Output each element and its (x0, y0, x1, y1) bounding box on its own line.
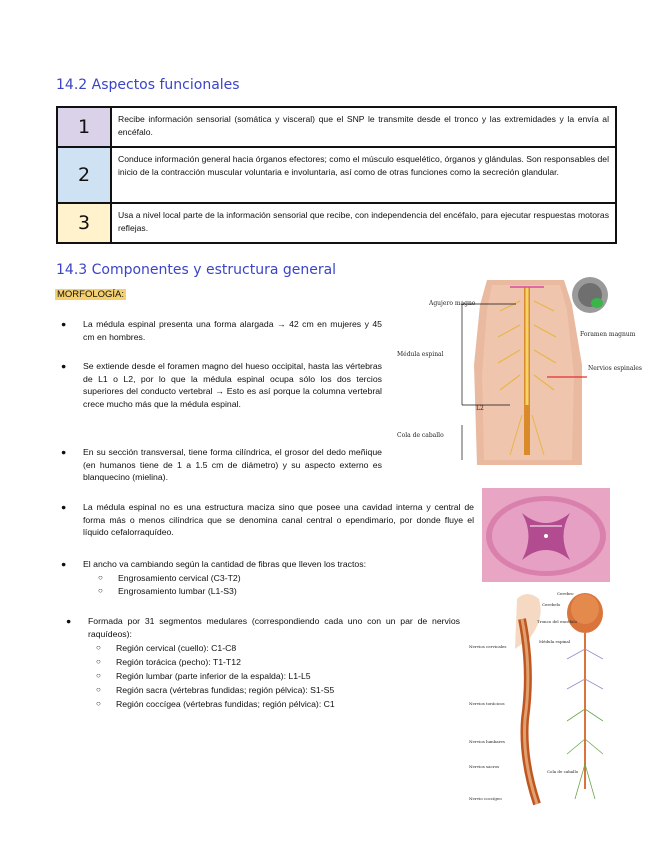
list-item: ● En su sección transversal, tiene forma cilíndrica, el grosor del dedo meñique (en humanos tiene de 1 a 1.5 cm de diámetro) y su aspecto externo es blanquecino (mielina). (61, 447, 382, 482)
label-spinal-cord: Médula espinal (397, 351, 444, 358)
label-coccygeal-nerve: Nervio coccígeo (469, 796, 502, 801)
list-item: ● El ancho va cambiando según la cantidad de fibras que lleven los tractos: (61, 559, 367, 569)
label-spinal-nerves: Nervios espinales (588, 365, 642, 372)
row-number: 2 (58, 148, 112, 202)
table-row (58, 108, 615, 148)
sub-list-item: ○ Región cervical (cuello): C1-C8 (96, 643, 237, 653)
row-text: Conduce información general hacia órganos efectores; como el músculo esquelético, órganos y glándulas. Son responsables del inicio de la contracción muscular voluntaria e involuntaria, así como de otras funciones como la secreción glandular. (118, 154, 609, 177)
functions-table (56, 106, 617, 244)
label-cauda-equina-2: Cola de caballo (547, 769, 579, 774)
row-text: Usa a nivel local parte de la información sensorial que recibe, con independencia del encéfalo, para ejecutar respuestas motoras reflejas. (118, 210, 609, 233)
label-foramen: Agujero magno (429, 300, 476, 307)
row-number: 3 (58, 204, 112, 242)
cross-section-illustration (482, 488, 610, 582)
label-cervical-nerves: Nervios cervicales (469, 644, 507, 649)
label-cauda-equina: Cola de caballo (397, 432, 444, 439)
spinal-cross-section-figure (482, 488, 610, 582)
sub-list-item: ○ Región lumbar (parte inferior de la espalda): L1-L5 (96, 671, 311, 681)
section-title-components: 14.3 Componentes y estructura general (56, 262, 337, 278)
sub-list-item: ○ Engrosamiento lumbar (L1-S3) (98, 586, 237, 596)
spine-back-figure (392, 265, 642, 477)
list-item: ● La médula espinal presenta una forma alargada → 42 cm en mujeres y 45 cm en hombres. (61, 319, 382, 342)
label-brainstem: Tronco del encéfalo (537, 619, 578, 624)
table-row (58, 204, 615, 242)
section-title-functional: 14.2 Aspectos funcionales (56, 77, 240, 93)
sub-list-item: ○ Región sacra (vértebras fundidas; región pélvica): S1-S5 (96, 685, 335, 695)
label-sacral-nerves: Nervios sacros (469, 764, 500, 769)
label-thoracic-nerves: Nervios torácicos (469, 701, 505, 706)
morphology-tag: MORFOLOGÍA: (57, 289, 125, 300)
nervous-system-figure (467, 589, 610, 813)
row-text: Recibe información sensorial (somática y visceral) que el SNP le transmite desde el tronco y las extremidades y la envía al encéfalo. (118, 114, 609, 137)
sub-list-item: ○ Región coccígea (vértebras fundidas; región pélvica): C1 (96, 699, 335, 709)
table-row (58, 148, 615, 204)
label-cerebellum: Cerebelo (542, 602, 561, 607)
list-item: ● Se extiende desde el foramen magno del hueso occipital, hasta las vértebras de L1 o L2, por lo que la médula espinal ocupa sólo los dos tercios superiores del conducto vertebral → Esto es así porque la columna vertebral crece mucho más que la médula espinal. (61, 361, 382, 409)
label-l2: L2 (476, 405, 484, 412)
row-number: 1 (58, 108, 112, 146)
list-item: ● Formada por 31 segmentos medulares (correspondiendo cada uno con un par de nervios raquídeos): (66, 616, 460, 639)
label-foramen-magnum: Foramen magnum (580, 331, 636, 338)
sub-list-item: ○ Engrosamiento cervical (C3-T2) (98, 573, 241, 583)
list-item: ● La médula espinal no es una estructura maciza sino que posee una cavidad interna y central de forma más o menos cilíndrica que se denomina canal central o ependimario, por donde fluye el líquido cefalorraquídeo. (61, 502, 474, 537)
spine-back-illustration (392, 265, 610, 477)
label-brain: Cerebro (557, 591, 574, 596)
sub-list-item: ○ Región torácica (pecho): T1-T12 (96, 657, 241, 667)
label-spinal-cord-2: Médula espinal (539, 639, 571, 644)
label-lumbar-nerves: Nervios lumbares (469, 739, 505, 744)
